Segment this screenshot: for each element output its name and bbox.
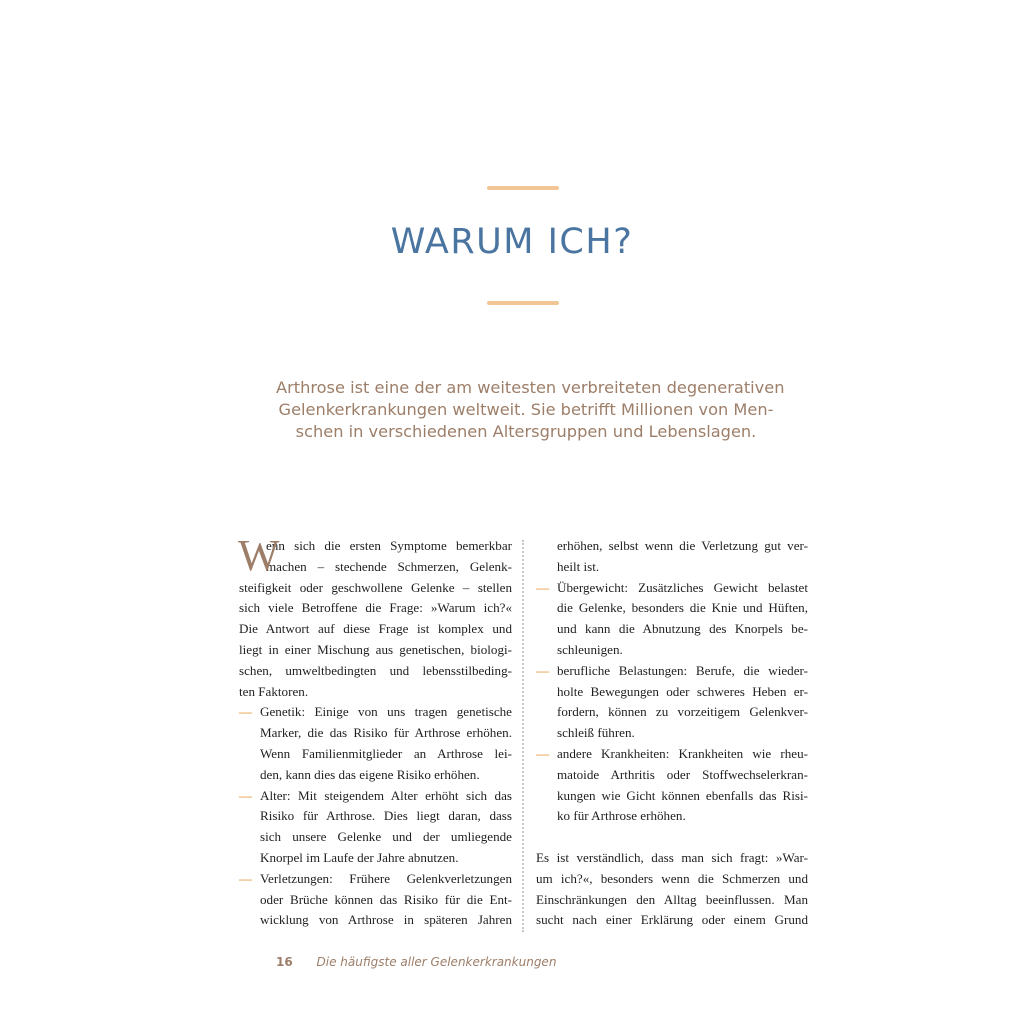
paragraph-line: machen – stechende Schmerzen, Gelenk- [266, 558, 512, 574]
list-line: die Gelenke, besonders die Knie und Hüften, [557, 600, 808, 616]
list-line: holte Bewegungen oder schweres Heben er- [557, 683, 808, 699]
list-dash: — [536, 745, 550, 761]
paragraph-line: Die Antwort auf diese Frage ist komplex und [239, 621, 512, 637]
list-line: oder Brüche können das Risiko für die Ent- [260, 891, 512, 907]
list-line: Knorpel im Laufe der Jahre abnutzen. [260, 849, 459, 865]
list-dash: — [536, 662, 550, 678]
list-dash: — [239, 787, 253, 803]
list-item-uebergewicht [536, 578, 808, 661]
paragraph-line: sucht nach einer Erklärung oder einem Grund [536, 912, 808, 928]
paragraph-line: um ich?«, besonders wenn die Schmerzen und [536, 870, 808, 886]
page-footer [276, 955, 556, 969]
paragraph-line: steifigkeit oder geschwollene Gelenke – stellen [239, 579, 512, 595]
chapter-title: WARUM ICH? [390, 222, 634, 262]
paragraph-line: sich viele Betroffene die Frage: »Warum ich?« [239, 600, 512, 616]
page-number: 16 [276, 955, 293, 969]
paragraph-line: schen, umweltbedingten und lebensstilbeding- [239, 662, 512, 678]
list-item-andere-krankheiten [536, 744, 808, 827]
list-line: Genetik: Einige von uns tragen genetische [260, 704, 512, 720]
paragraph-line: W enn sich die ersten Symptome bemerkbar [238, 531, 512, 580]
list-line: schleiß führen. [557, 725, 635, 741]
paragraph-line: ten Faktoren. [239, 683, 309, 699]
list-line: Wenn Familienmitglieder an Arthrose lei- [260, 745, 512, 761]
list-item-genetik [239, 702, 512, 785]
list-line: Marker, die das Risiko für Arthrose erhöhen. [260, 725, 512, 741]
top-decorative-rule [487, 186, 559, 190]
intro-line: Gelenkerkrankungen weltweit. Sie betrifft Millionen von Men- [278, 400, 774, 419]
column-divider [522, 540, 524, 932]
list-line: Alter: Mit steigendem Alter erhöht sich das [260, 787, 512, 803]
paragraph-line: liegt in einer Mischung aus genetischen, biologi- [239, 641, 512, 657]
paragraph-gap [536, 827, 808, 848]
list-dash: — [239, 704, 253, 720]
list-line: Übergewicht: Zusätzliches Gewicht belastet [557, 579, 808, 595]
list-line: und kann die Abnutzung des Knorpels be- [557, 621, 808, 637]
list-item-berufliche-belastungen [536, 661, 808, 744]
intro-paragraph [276, 377, 785, 443]
paragraph-line: Einschränkungen den Alltag beeinflussen. Man [536, 891, 808, 907]
list-item-verletzungen [239, 869, 512, 931]
list-item-alter [239, 786, 512, 869]
list-line: erhöhen, selbst wenn die Verletzung gut ver- [557, 538, 808, 553]
bottom-decorative-rule [487, 301, 559, 305]
opening-paragraph [238, 531, 512, 702]
list-dash: — [536, 579, 550, 595]
list-line: fordern, können zu vorzeitigem Gelenkver- [557, 704, 808, 720]
list-line: ko für Arthrose erhöhen. [557, 808, 686, 824]
closing-paragraph [536, 848, 808, 931]
list-line: andere Krankheiten: Krankheiten wie rheu- [557, 745, 808, 761]
list-line: berufliche Belastungen: Berufe, die wieder- [557, 662, 808, 678]
list-line: den, kann dies das eigene Risiko erhöhen. [260, 766, 480, 782]
list-line: kungen wie Gicht können ebenfalls das Risi- [557, 787, 808, 803]
continued-list-item [536, 536, 808, 578]
list-line: Verletzungen: Frühere Gelenkverletzungen [260, 870, 512, 886]
running-title: Die häufigste aller Gelenkerkrankungen [316, 955, 557, 969]
drop-cap: W [238, 531, 280, 580]
intro-line: Arthrose ist eine der am weitesten verbreiteten degenerativen [276, 378, 785, 397]
list-line: sich unsere Gelenke und der umliegende [260, 829, 512, 845]
list-line: wicklung von Arthrose in späteren Jahren [260, 912, 512, 928]
list-line: Risiko für Arthrose. Dies liegt daran, dass [260, 808, 512, 824]
list-line: schleunigen. [557, 641, 623, 657]
intro-line: schen in verschiedenen Altersgruppen und Lebenslagen. [295, 422, 757, 441]
paragraph-line: Es ist verständlich, dass man sich fragt: »War- [536, 849, 808, 865]
list-dash: — [239, 870, 253, 886]
right-column [536, 536, 808, 931]
list-line: heilt ist. [557, 558, 600, 574]
list-line: matoide Arthritis oder Stoffwechselerkran- [557, 766, 808, 782]
left-column [238, 531, 512, 931]
